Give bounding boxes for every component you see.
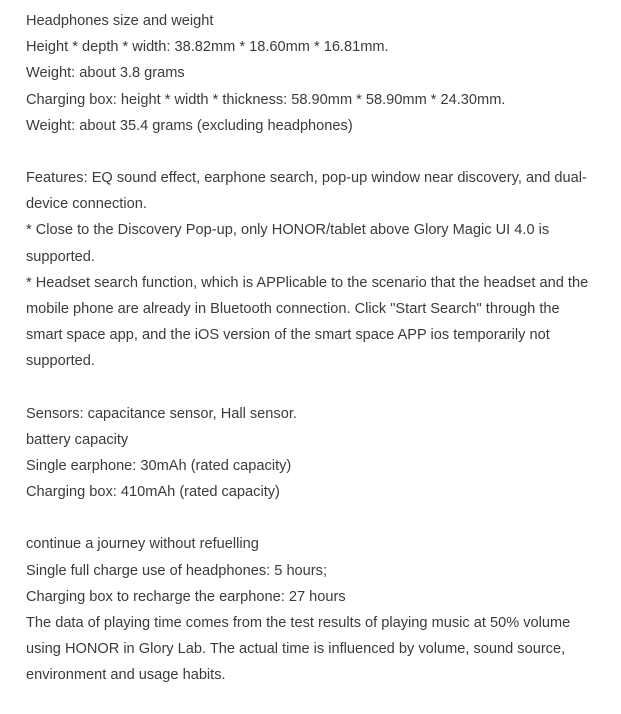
spec-line: Weight: about 3.8 grams [26, 65, 185, 82]
spec-line: battery capacity [26, 431, 129, 448]
spec-line: * Headset search function, which is APPlicable to the scenario that the headset and the mobile phone are already in Bluetooth connection. Click "Start Search" through the smart space app, and the iOS version of the smart space APP ios temporarily not supported. [26, 274, 593, 370]
spec-line: Sensors: capacitance sensor, Hall sensor. [26, 405, 297, 422]
spec-line: The data of playing time comes from the test results of playing music at 50% volume using HONOR in Glory Lab. The actual time is influenced by volume, sound source, environment and usage habits. [26, 615, 575, 684]
spec-line: Headphones size and weight [26, 13, 214, 29]
spec-block-sensors-and-battery [26, 401, 595, 506]
spec-line: Features: EQ sound effect, earphone search, pop-up window near discovery, and dual-device connection. [26, 170, 587, 213]
spec-line: Charging box to recharge the earphone: 27 hours [26, 588, 346, 605]
spec-block-size-and-weight [26, 8, 595, 139]
spec-line: Charging box: 410mAh (rated capacity) [26, 484, 280, 501]
spec-line: Weight: about 35.4 grams (excluding headphones) [26, 117, 353, 134]
spec-line: continue a journey without refuelling [26, 536, 259, 553]
spec-line: * Close to the Discovery Pop-up, only HONOR/tablet above Glory Magic UI 4.0 is supported. [26, 222, 554, 265]
spec-block-features [26, 165, 595, 375]
spec-block-battery-life [26, 531, 595, 688]
spec-line: Height * depth * width: 38.82mm * 18.60mm * 16.81mm. [26, 39, 389, 56]
spec-line: Charging box: height * width * thickness: 58.90mm * 58.90mm * 24.30mm. [26, 91, 506, 108]
spec-line: Single full charge use of headphones: 5 hours; [26, 562, 328, 579]
spec-line: Single earphone: 30mAh (rated capacity) [26, 458, 292, 475]
